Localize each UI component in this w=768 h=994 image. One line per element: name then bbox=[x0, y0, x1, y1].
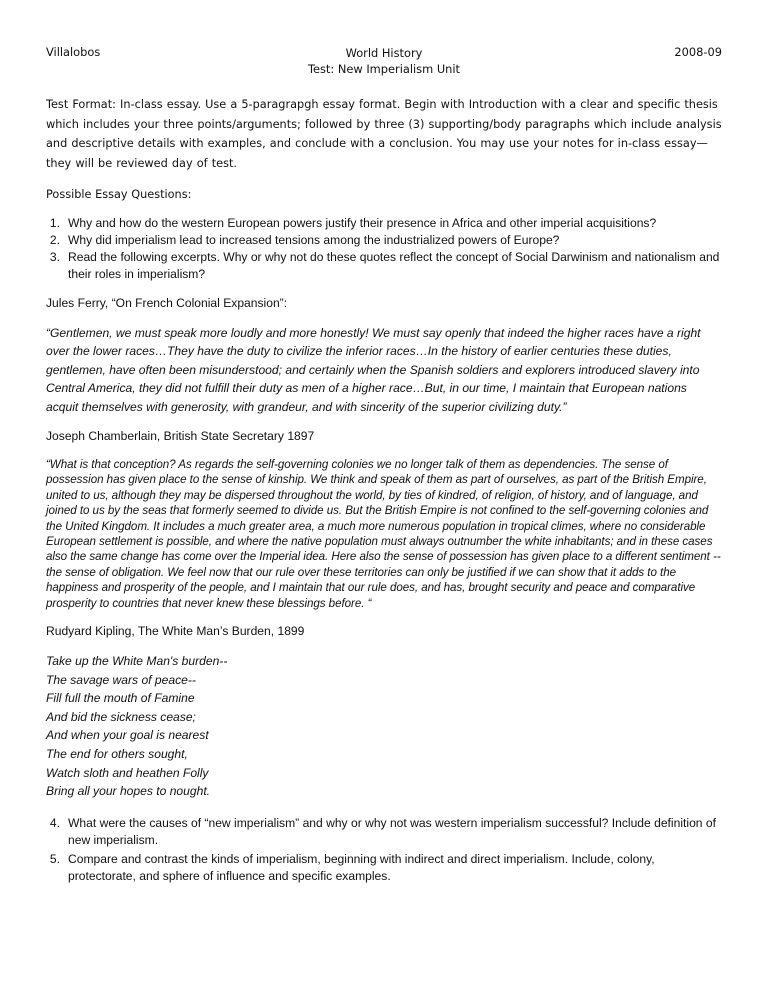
question-number: 2. bbox=[49, 232, 60, 247]
question-text: What were the causes of “new imperialism” and why or why not was western imperialism successful? Include definition of new imperialism. bbox=[68, 815, 716, 847]
author-name: Villalobos bbox=[46, 45, 101, 59]
question-text: Why and how do the western European powers justify their presence in Africa and other imperial acquisitions? bbox=[68, 215, 657, 230]
poem-line: Watch sloth and heathen Folly bbox=[46, 765, 209, 780]
ferry-quote: “Gentlemen, we must speak more loudly and more honestly! We must say openly that indeed the higher races have a right over the lower races…They have the duty to civilize the inferior races…In the history of earlier centuries these duties, gentlemen, have often been misunderstood; and certainly when the Spanish soldiers and explorers introduced slavery into Central America, they did not fulfill their duty as men of a higher race…But, in our time, I maintain that European nations acquit themselves with generosity, with grandeur, and with sincerity of the superior civilizing duty.” bbox=[46, 325, 701, 414]
course-title: World History bbox=[345, 46, 423, 60]
poem-line: And when your goal is nearest bbox=[46, 728, 209, 743]
document-page bbox=[46, 45, 722, 887]
question-item bbox=[46, 249, 722, 283]
poem-line: Fill full the mouth of Famine bbox=[46, 691, 195, 706]
question-number: 1. bbox=[49, 215, 60, 230]
test-format-paragraph: Test Format: In-class essay. Use a 5-paragrapgh essay format. Begin with Introduction with a clear and specific thesis which includes your three points/arguments; followed by three (3) supporting/body paragraphs which include analysis and descriptive details with examples, and conclude with a conclusion. You may use your notes for in-class essay—they will be reviewed day of test. bbox=[46, 98, 722, 170]
question-list-continued bbox=[46, 815, 722, 885]
poem-line: And bid the sickness cease; bbox=[46, 709, 196, 724]
question-text: Read the following excerpts. Why or why not do these quotes reflect the concept of Social Darwinism and nationalism and their roles in imperialism? bbox=[68, 249, 720, 281]
question-text: Why did imperialism lead to increased tensions among the industrialized powers of Europe? bbox=[68, 232, 560, 247]
chamberlain-quote: “What is that conception? As regards the self-governing colonies we no longer talk of them as dependencies. The sense of possession has given place to the sense of kinship. We think and speak of them as part of ourselves, as part of the British Empire, united to us, although they may be dispersed throughout the world, by ties of kindred, of religion, of history, and of language, and joined to us by the seas that formerly seemed to divide us. But the British Empire is not confined to the self-governing colonies and the United Kingdom. It includes a much greater area, a much more numerous population in tropical climes, where no considerable European settlement is possible, and where the native population must always outnumber the white inhabitants; and in these cases also the same change has come over the Imperial idea. Here also the sense of possession has given place to a different sentiment --the sense of obligation. We feel now that our rule over these territories can only be justified if we can show that it adds to the happiness and prosperity of the people, and I maintain that our rule does, and has, brought security and peace and comparative prosperity to countries that never knew these blessings before. “ bbox=[46, 458, 721, 610]
header-title-block bbox=[46, 45, 722, 77]
school-year: 2008-09 bbox=[674, 45, 722, 59]
question-item bbox=[46, 815, 722, 849]
document-header bbox=[46, 45, 722, 79]
chamberlain-source: Joseph Chamberlain, British State Secretary 1897 bbox=[46, 429, 315, 443]
question-item bbox=[46, 232, 722, 249]
ferry-source: Jules Ferry, “On French Colonial Expansion”: bbox=[46, 295, 288, 310]
poem-line: The end for others sought, bbox=[46, 747, 188, 762]
question-text: Compare and contrast the kinds of imperialism, beginning with indirect and direct imperialism. Include, colony, protectorate, and sphere of influence and specific examples. bbox=[68, 851, 655, 883]
questions-heading: Possible Essay Questions: bbox=[46, 188, 192, 201]
question-item bbox=[46, 851, 722, 885]
question-list bbox=[46, 215, 722, 283]
kipling-source: Rudyard Kipling, The White Man’s Burden, 1899 bbox=[46, 624, 305, 639]
kipling-poem bbox=[46, 652, 722, 801]
poem-line: The savage wars of peace-- bbox=[46, 672, 196, 687]
question-number: 3. bbox=[49, 249, 60, 264]
question-item bbox=[46, 215, 722, 232]
question-number: 4. bbox=[49, 815, 60, 830]
question-number: 5. bbox=[49, 851, 60, 866]
poem-line: Take up the White Man's burden-- bbox=[46, 654, 228, 669]
poem-line: Bring all your hopes to nought. bbox=[46, 784, 211, 799]
test-title: Test: New Imperialism Unit bbox=[307, 62, 461, 76]
